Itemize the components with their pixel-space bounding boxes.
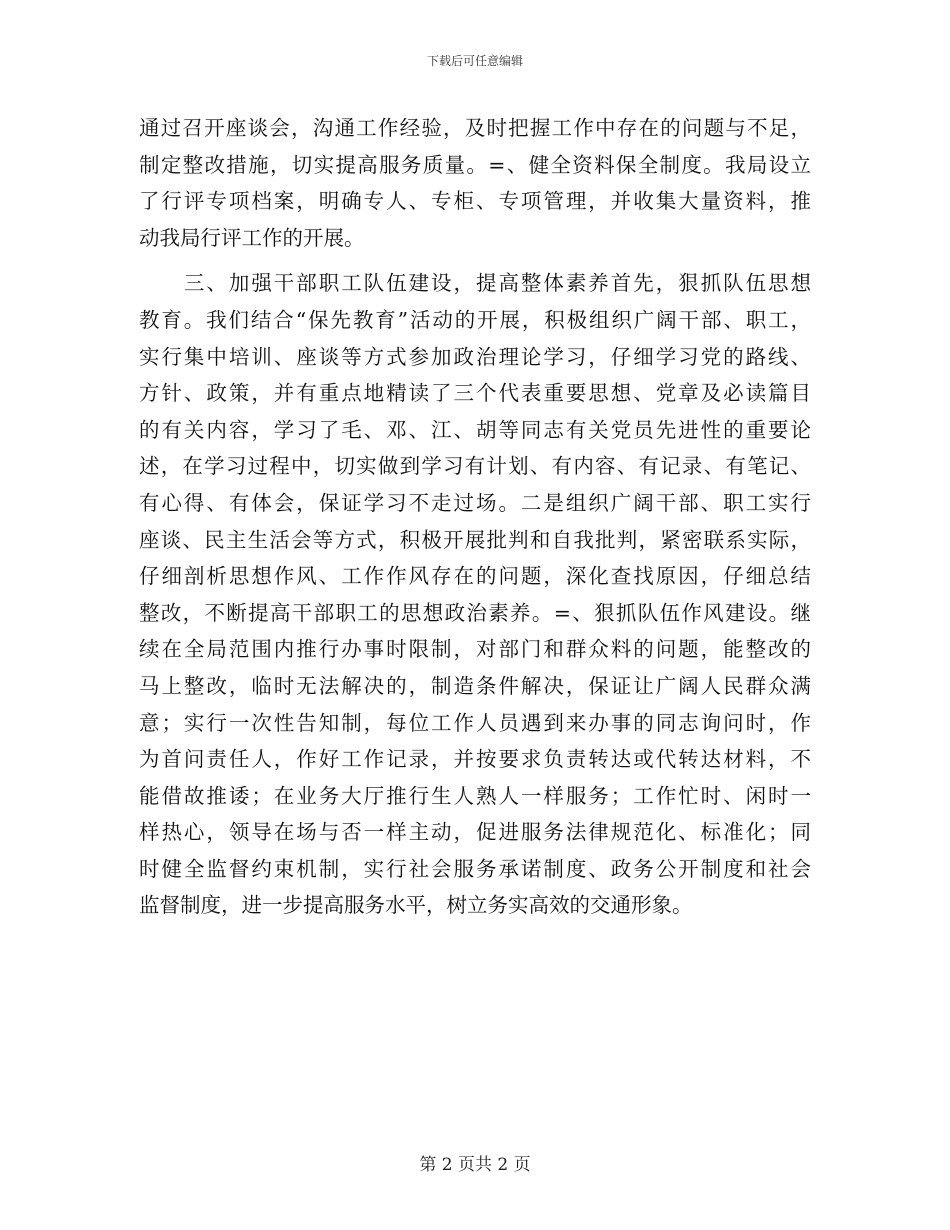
text-line: 时健全监督约束机制，实行社会服务承诺制度、政务公开制度和社会 <box>139 856 811 881</box>
text-line: 续在全局范围内推行办事时限制，对部门和群众料的问题，能整改的 <box>139 637 811 662</box>
text-line: 方针、政策，并有重点地精读了三个代表重要思想、党章及必读篇目 <box>139 381 811 406</box>
text-line: 述，在学习过程中，切实做到学习有计划、有内容、有记录、有笔记、 <box>139 454 811 479</box>
text-line: 为首问责任人，作好工作记录，并按要求负责转达或代转达材料，不 <box>139 747 811 772</box>
page-number-footer: 第 2 页共 2 页 <box>419 1155 531 1175</box>
text-line: 实行集中培训、座谈等方式参加政治理论学习，仔细学习党的路线、 <box>139 344 811 369</box>
paragraph-1 <box>139 110 811 256</box>
page-header-note: 下载后可任意编辑 <box>426 54 523 68</box>
text-line: 座谈、民主生活会等方式，积极开展批判和自我批判，紧密联系实际， <box>139 527 811 552</box>
paragraph-2 <box>139 265 811 924</box>
text-line: 的有关内容，学习了毛、邓、江、胡等同志有关党员先进性的重要论 <box>139 417 811 442</box>
text-line: 了行评专项档案，明确专人、专柜、专项管理，并收集大量资料，推 <box>139 189 811 214</box>
text-line: 仔细剖析思想作风、工作作风存在的问题，深化查找原因，仔细总结 <box>139 564 811 589</box>
text-line: 意；实行一次性告知制，每位工作人员遇到来办事的同志询问时，作 <box>139 710 811 735</box>
text-line: 通过召开座谈会，沟通工作经验，及时把握工作中存在的问题与不足， <box>139 116 811 140</box>
text-line: 制定整改措施，切实提高服务质量。=、健全资料保全制度。我局设立 <box>139 152 811 177</box>
text-line: 动我局行评工作的开展。 <box>139 225 365 250</box>
text-line: 监督制度，进一步提高服务水平，树立务实高效的交通形象。 <box>139 893 693 918</box>
document-body <box>139 110 811 924</box>
text-line: 能借故推诿；在业务大厅推行生人熟人一样服务；工作忙时、闲时一 <box>139 783 811 808</box>
text-line: 三、加强干部职工队伍建设，提高整体素养首先，狠抓队伍思想 <box>139 271 811 296</box>
text-line: 整改，不断提高干部职工的思想政治素养。=、狠抓队伍作风建设。继 <box>139 600 811 625</box>
text-line: 马上整改，临时无法解决的，制造条件解决，保证让广阔人民群众满 <box>139 673 811 698</box>
text-line: 样热心，领导在场与否一样主动，促进服务法律规范化、标准化；同 <box>139 820 811 845</box>
paragraph-spacer <box>139 256 811 265</box>
text-line: 教育。我们结合“保先教育”活动的开展，积极组织广阔干部、职工， <box>139 307 811 332</box>
text-line: 有心得、有体会，保证学习不走过场。二是组织广阔干部、职工实行 <box>139 490 811 515</box>
